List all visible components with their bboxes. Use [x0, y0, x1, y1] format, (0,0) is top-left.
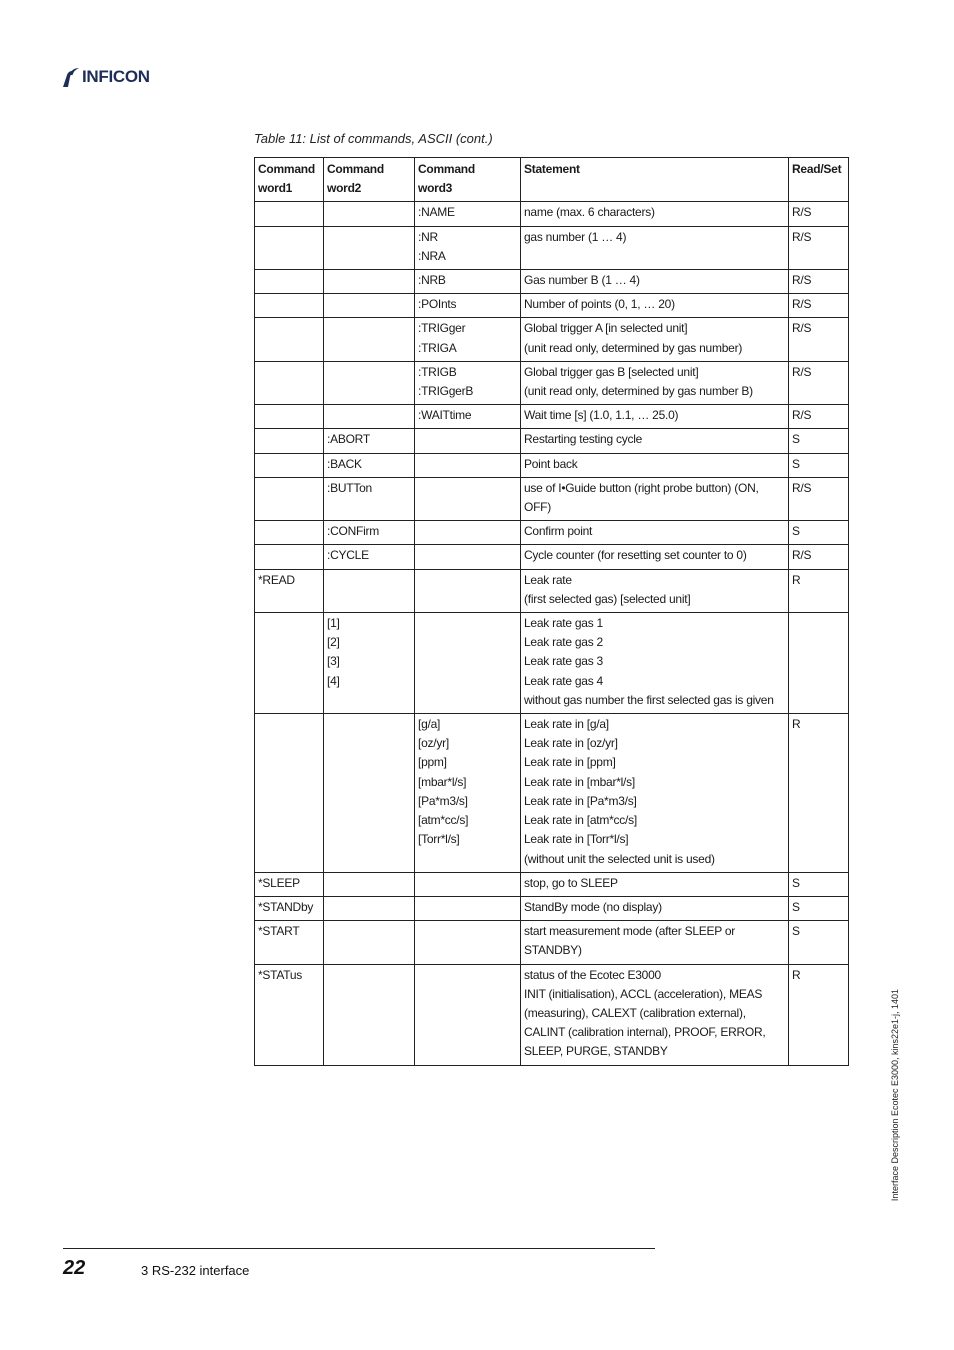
header-statement: Statement — [521, 158, 789, 202]
cell-command-word1 — [255, 453, 324, 477]
cell-command-word1 — [255, 405, 324, 429]
cell-command-word3 — [415, 545, 521, 569]
cell-command-word1 — [255, 714, 324, 873]
cell-command-word2 — [324, 270, 415, 294]
cell-command-word1 — [255, 226, 324, 269]
cell-command-word3 — [415, 521, 521, 545]
cell-command-word1 — [255, 613, 324, 714]
table-row — [255, 521, 849, 545]
cell-command-word1 — [255, 429, 324, 453]
cell-read-set: S — [789, 921, 849, 964]
cell-command-word2: :CYCLE — [324, 545, 415, 569]
cell-command-word1: *READ — [255, 569, 324, 612]
cell-statement: Cycle counter (for resetting set counter to 0) — [521, 545, 789, 569]
cell-command-word3 — [415, 569, 521, 612]
cell-command-word3: :TRIGB :TRIGgerB — [415, 361, 521, 404]
cell-command-word2 — [324, 202, 415, 226]
cell-read-set: S — [789, 521, 849, 545]
cell-command-word2 — [324, 714, 415, 873]
cell-command-word3 — [415, 453, 521, 477]
table-row — [255, 453, 849, 477]
table-row — [255, 270, 849, 294]
cell-statement: Gas number B (1 … 4) — [521, 270, 789, 294]
cell-command-word3 — [415, 613, 521, 714]
footer-rule — [63, 1248, 655, 1249]
document-id: Interface Description Ecotec E3000, kins22e1-j, 1401 — [890, 988, 900, 1202]
table-row — [255, 613, 849, 714]
cell-command-word2 — [324, 896, 415, 920]
table-row — [255, 477, 849, 520]
header-command-word3: Command word3 — [415, 158, 521, 202]
cell-command-word3: :NAME — [415, 202, 521, 226]
cell-read-set: R — [789, 714, 849, 873]
cell-statement: Confirm point — [521, 521, 789, 545]
cell-command-word1 — [255, 294, 324, 318]
cell-command-word3: :WAITtime — [415, 405, 521, 429]
cell-statement: Restarting testing cycle — [521, 429, 789, 453]
table-row — [255, 872, 849, 896]
inficon-logo-icon — [60, 66, 80, 88]
cell-command-word2 — [324, 294, 415, 318]
cell-statement: Wait time [s] (1.0, 1.1, … 25.0) — [521, 405, 789, 429]
cell-statement: Point back — [521, 453, 789, 477]
cell-command-word2 — [324, 872, 415, 896]
cell-read-set: R/S — [789, 477, 849, 520]
cell-command-word2 — [324, 569, 415, 612]
cell-command-word2 — [324, 405, 415, 429]
cell-command-word1 — [255, 477, 324, 520]
cell-read-set: R/S — [789, 202, 849, 226]
page-number: 22 — [63, 1257, 86, 1279]
cell-command-word3 — [415, 896, 521, 920]
inficon-logo — [60, 66, 150, 88]
cell-command-word3 — [415, 429, 521, 453]
cell-command-word2 — [324, 921, 415, 964]
cell-read-set: R — [789, 569, 849, 612]
table-row — [255, 896, 849, 920]
cell-read-set: R/S — [789, 545, 849, 569]
cell-command-word1: *START — [255, 921, 324, 964]
cell-read-set: R/S — [789, 361, 849, 404]
cell-statement: start measurement mode (after SLEEP or STANDBY) — [521, 921, 789, 964]
cell-read-set: R — [789, 964, 849, 1065]
cell-statement: Number of points (0, 1, … 20) — [521, 294, 789, 318]
cell-command-word3 — [415, 872, 521, 896]
table-caption: Table 11: List of commands, ASCII (cont.) — [254, 131, 493, 146]
cell-read-set: S — [789, 453, 849, 477]
cell-command-word2: :BUTTon — [324, 477, 415, 520]
section-reference: 3 RS-232 interface — [141, 1263, 250, 1278]
cell-command-word2 — [324, 226, 415, 269]
cell-statement: name (max. 6 characters) — [521, 202, 789, 226]
cell-command-word3: :POInts — [415, 294, 521, 318]
cell-command-word2 — [324, 361, 415, 404]
cell-command-word3: :NR :NRA — [415, 226, 521, 269]
header-command-word1: Command word1 — [255, 158, 324, 202]
header-read-set: Read/Set — [789, 158, 849, 202]
cell-read-set: R/S — [789, 270, 849, 294]
cell-read-set: R/S — [789, 405, 849, 429]
cell-read-set: S — [789, 429, 849, 453]
cell-command-word2: [1] [2] [3] [4] — [324, 613, 415, 714]
table-row — [255, 202, 849, 226]
cell-statement: Global trigger A [in selected unit] (unit read only, determined by gas number) — [521, 318, 789, 361]
table-row — [255, 318, 849, 361]
cell-command-word2 — [324, 318, 415, 361]
cell-statement: status of the Ecotec E3000 INIT (initialisation), ACCL (acceleration), MEAS (measuring), CALEXT (calibration external), CALINT (calibration internal), PROOF, ERROR, SLEEP, PURGE, STANDBY — [521, 964, 789, 1065]
table-header-row — [255, 158, 849, 202]
cell-read-set: R/S — [789, 294, 849, 318]
cell-statement: gas number (1 … 4) — [521, 226, 789, 269]
command-table — [254, 157, 849, 1066]
cell-command-word1 — [255, 545, 324, 569]
cell-command-word2: :ABORT — [324, 429, 415, 453]
cell-command-word2: :BACK — [324, 453, 415, 477]
cell-statement: use of I•Guide button (right probe button) (ON, OFF) — [521, 477, 789, 520]
cell-statement: stop, go to SLEEP — [521, 872, 789, 896]
cell-command-word3: :TRIGger :TRIGA — [415, 318, 521, 361]
cell-statement: Leak rate (first selected gas) [selected unit] — [521, 569, 789, 612]
table-row — [255, 294, 849, 318]
cell-command-word1 — [255, 202, 324, 226]
cell-command-word1: *STATus — [255, 964, 324, 1065]
cell-command-word1: *STANDby — [255, 896, 324, 920]
table-row — [255, 714, 849, 873]
cell-command-word1: *SLEEP — [255, 872, 324, 896]
cell-statement: Global trigger gas B [selected unit] (unit read only, determined by gas number B) — [521, 361, 789, 404]
cell-command-word3 — [415, 921, 521, 964]
cell-command-word3: [g/a] [oz/yr] [ppm] [mbar*l/s] [Pa*m3/s] [atm*cc/s] [Torr*l/s] — [415, 714, 521, 873]
table-row — [255, 361, 849, 404]
cell-command-word1 — [255, 270, 324, 294]
table-row — [255, 429, 849, 453]
cell-read-set: R/S — [789, 318, 849, 361]
logo-text: INFICON — [82, 67, 150, 86]
cell-read-set — [789, 613, 849, 714]
cell-command-word3 — [415, 477, 521, 520]
table-row — [255, 569, 849, 612]
cell-read-set: S — [789, 896, 849, 920]
cell-command-word2: :CONFirm — [324, 521, 415, 545]
cell-statement: Leak rate gas 1 Leak rate gas 2 Leak rate gas 3 Leak rate gas 4 without gas number the first selected gas is given — [521, 613, 789, 714]
cell-command-word3: :NRB — [415, 270, 521, 294]
cell-command-word2 — [324, 964, 415, 1065]
cell-command-word1 — [255, 361, 324, 404]
cell-statement: StandBy mode (no display) — [521, 896, 789, 920]
cell-read-set: R/S — [789, 226, 849, 269]
table-row — [255, 226, 849, 269]
table-row — [255, 405, 849, 429]
table-row — [255, 921, 849, 964]
cell-read-set: S — [789, 872, 849, 896]
cell-command-word1 — [255, 318, 324, 361]
cell-statement: Leak rate in [g/a] Leak rate in [oz/yr] Leak rate in [ppm] Leak rate in [mbar*l/s] Leak rate in [Pa*m3/s] Leak rate in [atm*cc/s] Leak rate in [Torr*l/s] (without unit the selected unit is used) — [521, 714, 789, 873]
cell-command-word1 — [255, 521, 324, 545]
header-command-word2: Command word2 — [324, 158, 415, 202]
table-body — [255, 202, 849, 1065]
table-row — [255, 964, 849, 1065]
cell-command-word3 — [415, 964, 521, 1065]
table-row — [255, 545, 849, 569]
